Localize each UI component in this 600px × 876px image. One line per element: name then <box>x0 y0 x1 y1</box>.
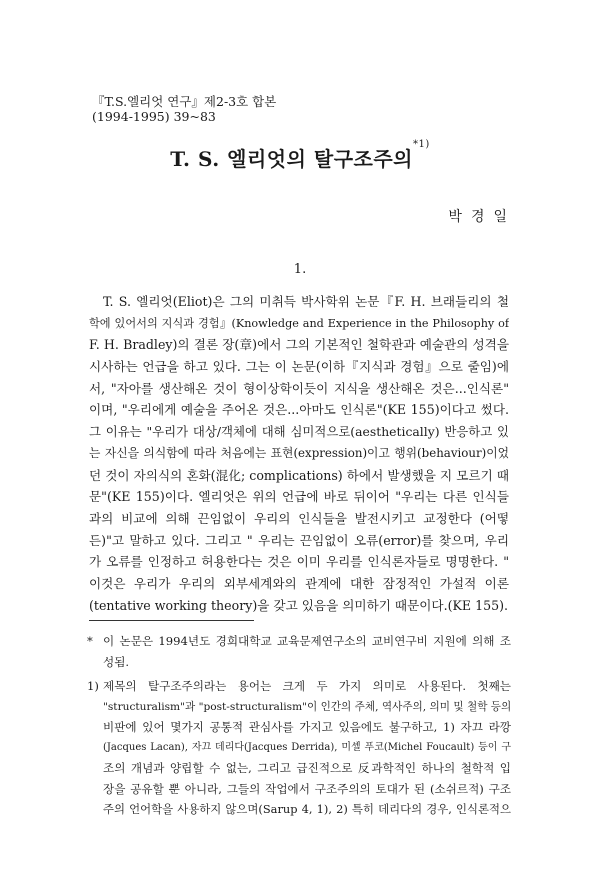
title-footnote-marker: *1) <box>412 139 430 150</box>
paragraph-line: 서, "자아를 생산해온 것이 형이상학이듯이 지식을 생산해온 것은...인식론" <box>89 380 509 396</box>
section-number: 1. <box>293 262 307 277</box>
footnote-funding <box>89 631 511 672</box>
paragraph-line: 이며, "우리에게 예술을 주어온 것은...아마도 인식론"(KE 155)이다고 썼다. <box>89 402 509 418</box>
footnote-marker: 1) <box>87 679 99 693</box>
footnote-divider <box>89 620 254 621</box>
paragraph-line: T. S. 엘리엇(Eliot)은 그의 미취득 박사학위 논문『F. H. 브래들리의 철 <box>103 294 509 309</box>
paragraph-line: 이것은 우리가 우리의 외부세계와의 관계에 대한 잠정적인 가설적 이론 <box>89 575 509 591</box>
paragraph-line: 든)"고 말하고 있다. 그리고 " 우리는 끈임없이 오류(error)를 찾으며, 우리 <box>89 532 509 548</box>
paragraph-line: 는 자신을 의식함에 따라 처음에는 표현(expression)이고 행위(behaviour)이었 <box>89 445 509 460</box>
paragraph-line: 학에 있어서의 지식과 경험』(Knowledge and Experience in the Philosophy of <box>89 316 509 330</box>
footnote-line: 주의 언어학을 사용하지 않으며(Sarup 4, 1), 2) 특히 데리다의 경우, 인식론적으 <box>103 802 511 816</box>
paragraph-line: 문"(KE 155)이다. 엘리엇은 위의 언급에 바로 뒤이어 "우리는 다른 인식들 <box>89 489 509 505</box>
journal-citation <box>92 94 276 124</box>
title-text: T. S. 엘리엇의 탈구조주의 <box>170 147 413 171</box>
footnote-line: 성됨. <box>103 654 130 669</box>
page-title <box>0 139 600 172</box>
paragraph-line: 그 이유는 "우리가 대상/객체에 대해 심미적으로(aesthetically) 반응하고 있 <box>89 424 509 440</box>
footnote-line: 비판에 있어 몇가지 공통적 관심사를 가지고 있음에도 불구하고, 1) 자끄 라깡 <box>103 720 511 734</box>
journal-issue: 『T.S.엘리엇 연구』제2-3호 합본 <box>92 94 277 109</box>
paragraph-line: F. H. Bradley)의 결론 장(章)에서 그의 기본적인 철학관과 예술관의 성격을 <box>89 337 509 353</box>
footnote-line: "structuralism"과 "post-structuralism"이 인간의 주체, 역사주의, 의미 및 철학 등의 <box>103 700 511 713</box>
paragraph-line: 던 것이 자의식의 혼화(混化; complications) 하에서 발생했을 지 모르기 때 <box>89 467 509 483</box>
footnote-line: 제목의 탈구조주의라는 용어는 크게 두 가지 의미로 사용된다. 첫째는 <box>103 679 511 693</box>
body-paragraph <box>89 291 509 616</box>
footnote-marker: * <box>87 634 93 648</box>
paragraph-line: 시사하는 언급을 하고 있다. 그는 이 논문(이하『지식과 경험』으로 줄임)에 <box>89 359 509 375</box>
author-name: 박경일 <box>448 209 516 225</box>
paragraph-line: 과의 비교에 의해 끈임없이 우리의 인식들을 발전시키고 교정한다 (어떻 <box>89 510 509 526</box>
journal-pages: (1994-1995) 39~83 <box>92 109 216 124</box>
footnote-line: 이 논문은 1994년도 경희대학교 교육문제연구소의 교비연구비 지원에 의해 조 <box>103 634 511 648</box>
paragraph-line: 가 오류를 인정하고 허용한다는 것은 이미 우리를 인식론자들로 명명한다. " <box>89 554 509 570</box>
footnote-line: 장을 공유할 뿐 아니라, 그들의 작업에서 구조주의의 토대가 된 (소쉬르적) 구조 <box>103 781 511 796</box>
footnote-line: (Jacques Lacan), 자끄 데리다(Jacques Derrida), 미셸 푸코(Michel Foucault) 등이 구 <box>103 741 511 753</box>
footnote-line: 조의 개념과 양립할 수 없는, 그리고 급진적으로 反과학적인 하나의 철학적 입 <box>103 761 511 775</box>
footnote-1 <box>89 676 511 820</box>
paragraph-line: (tentative working theory)을 갖고 있음을 의미하기 때문이다.(KE 155). <box>89 597 509 613</box>
